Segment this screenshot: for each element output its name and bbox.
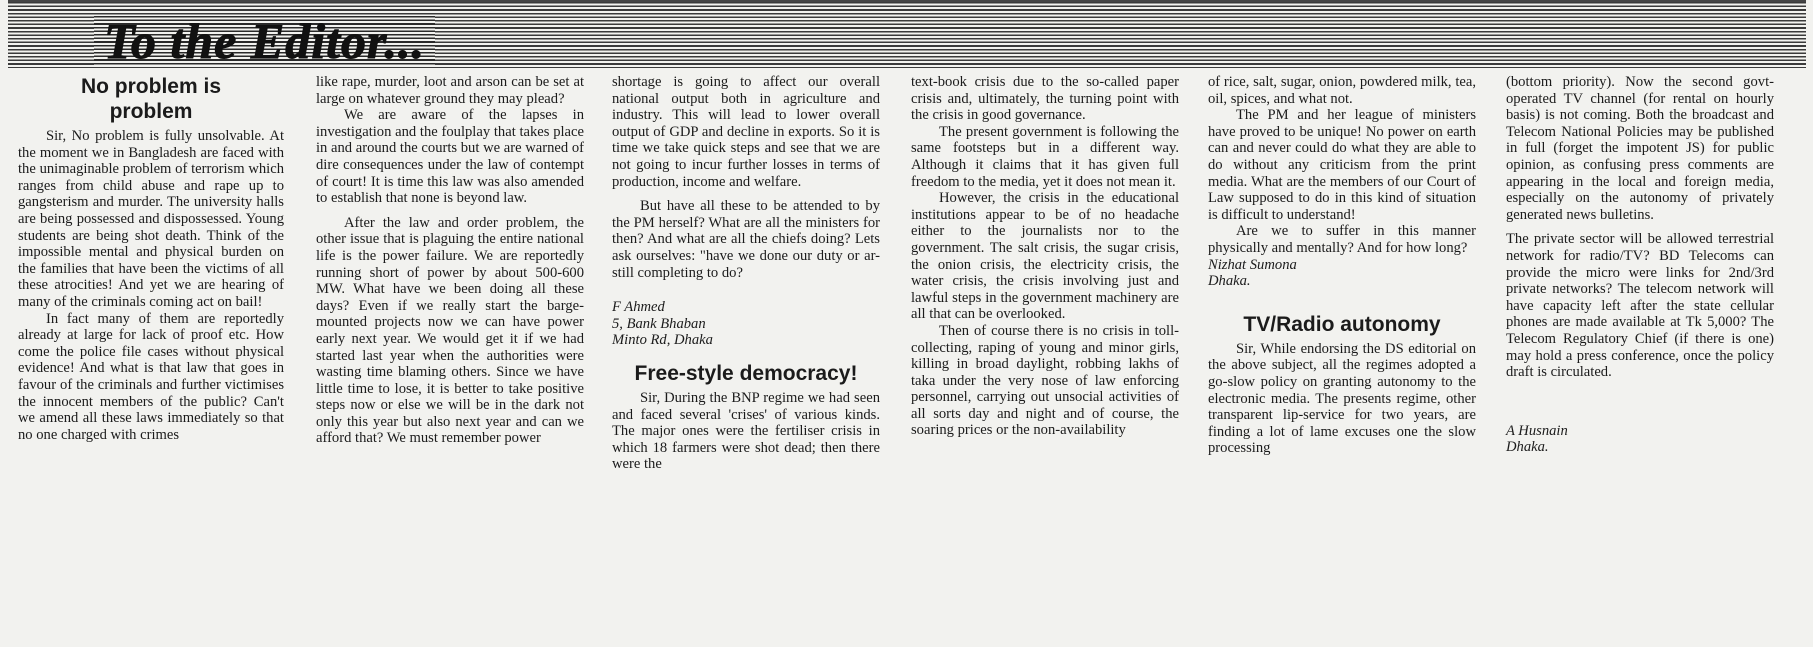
column-4: [911, 74, 1179, 439]
paragraph: Sir, While endorsing the DS editorial on the above subject, all the regimes adopted a go-slow policy on granting autonomy to the electronic media. The presents regime, other transparent lip-service for two years, are finding a lot of lame excuses one the slow processing: [1208, 340, 1476, 457]
paragraph: After the law and order problem, the other issue that is plaguing the entire national life is the power failure. We are reportedly running short of power by about 500-600 MW. What have we been doing all these days? Even if we really start the barge-mounted projects now we can have power early next year. We would get it if we had started last year when the authorities were wasting time blaming others. Since we have little time to lose, it is better to take positive steps now or else we will be in the dark not only this year but also next year and can we afford that? We must remember power: [316, 214, 584, 447]
paragraph: shortage is going to affect our overall national output both in agriculture and industry. This will lead to lower overall output of GDP and decline in exports. So it is time we take quick steps and see that we are not going to incur further losses in terms of production, income and welfare.: [612, 74, 880, 190]
letter-heading-free-style-democracy: Free-style democracy!: [634, 361, 858, 385]
column-1: [18, 74, 284, 443]
paragraph: In fact many of them are reportedly already at large for lack of proof etc. How come the police file cases without physical evidence! And what is that law that goes in favour of the criminals and further victimises the innocent members of the public? Can't we amend all these laws immediately so that no one charged with crimes: [18, 310, 284, 443]
letter-heading-tv-radio-autonomy: TV/Radio autonomy: [1243, 312, 1441, 336]
paragraph: of rice, salt, sugar, onion, powdered milk, tea, oil, spices, and what not.: [1208, 74, 1476, 107]
section-banner: [8, 2, 1806, 68]
signature-address: 5, Bank Bhaban: [612, 315, 706, 332]
signature-name: Nizhat Sumona: [1208, 256, 1297, 273]
signature-city: Minto Rd, Dhaka: [612, 332, 713, 349]
paragraph: However, the crisis in the educational institutions appear to be of no headache either to the journalists nor to the government. The salt crisis, the sugar crisis, the onion crisis, the electricity crisis, the water crisis, the crisis involving just and lawful steps in the government machinery are all that can be overlooked.: [911, 190, 1179, 323]
section-title: To the Editor...: [94, 16, 435, 66]
column-3: [612, 74, 880, 473]
signature-name: A Husnain: [1506, 422, 1568, 439]
signature-block: [612, 299, 880, 349]
letter-heading-no-problem: No problem is problem: [80, 75, 222, 123]
signature-city: Dhaka.: [1506, 439, 1549, 456]
paragraph: text-book crisis due to the so-called paper crisis and, ultimately, the turning point with the crisis in good governance.: [911, 74, 1179, 124]
paragraph: The PM and her league of ministers have proved to be unique! No power on earth can and never could do what they are able to do without any criticism from the print media. What are the members of our Court of Law supposed to do in this kind of situation is difficult to understand!: [1208, 107, 1476, 223]
paragraph: like rape, murder, loot and arson can be set at large on whatever ground they may plead?: [316, 74, 584, 107]
column-6: [1506, 74, 1774, 456]
paragraph: The present government is following the same footsteps but in a different way. Although it claims that it has given full freedom to the media, yet it does not mean it.: [911, 123, 1179, 190]
column-5: [1208, 74, 1476, 457]
paragraph: The private sector will be allowed terrestrial network for radio/TV? BD Telecoms can provide the micro were links for 2nd/3rd private networks? The telecom network will have capacity left after the state cellular phones are made available at Tk 5,000? The Telecom Regulatory Chief (if there is one) may hold a press conference, once the policy draft is circulated.: [1506, 231, 1774, 381]
paragraph: (bottom priority). Now the second govt-operated TV channel (for rental on hourly basis) is not coming. Both the broadcast and Telecom National Policies may be published in full (forget the impotent JS) for public opinion, as confusing press comments are appearing in the local and foreign media, especially on the autonomy of privately generated news bulletins.: [1506, 74, 1774, 223]
paragraph: We are aware of the lapses in investigation and the foulplay that takes place in and around the courts but we are warned of dire consequences under the law of contempt of court! It is time this law was also amended to establish that none is beyond law.: [316, 107, 584, 207]
signature-city: Dhaka.: [1208, 273, 1251, 290]
signature-name: F Ahmed: [612, 299, 665, 316]
paragraph: Sir, No problem is fully unsolvable. At the moment we in Bangladesh are faced with the unimaginable problem of terrorism which ranges from child abuse and rape up to gangsterism and murder. The university halls are being possessed and dispossessed. Young students are being shot death. Think of the impossible mental and physical burden on the families that have been the victims of all these atrocities! And yet we are hearing of many of the criminals coming act on bail!: [18, 128, 284, 310]
paragraph: But have all these to be attended to by the PM herself? What are all the ministers for then? And what are all the chiefs doing? Lets ask ourselves: "have we done our duty or ar- still completing to do?: [612, 198, 880, 281]
paragraph: Sir, During the BNP regime we had seen and faced several 'crises' of various kinds. The major ones were the fertiliser crisis in which 18 farmers were shot dead; then there were the: [612, 389, 880, 473]
paragraph: Are we to suffer in this manner physically and mentally? And for how long?: [1208, 223, 1476, 256]
signature-block: [1506, 423, 1774, 456]
column-2: [316, 74, 584, 447]
paragraph: Then of course there is no crisis in toll-collecting, raping of young and minor girls, killing in broad daylight, robbing lakhs of taka under the very nose of law enforcing personnel, carrying out unsocial activities of all sorts day and night and of course, the soaring prices or the non-availability: [911, 322, 1179, 439]
